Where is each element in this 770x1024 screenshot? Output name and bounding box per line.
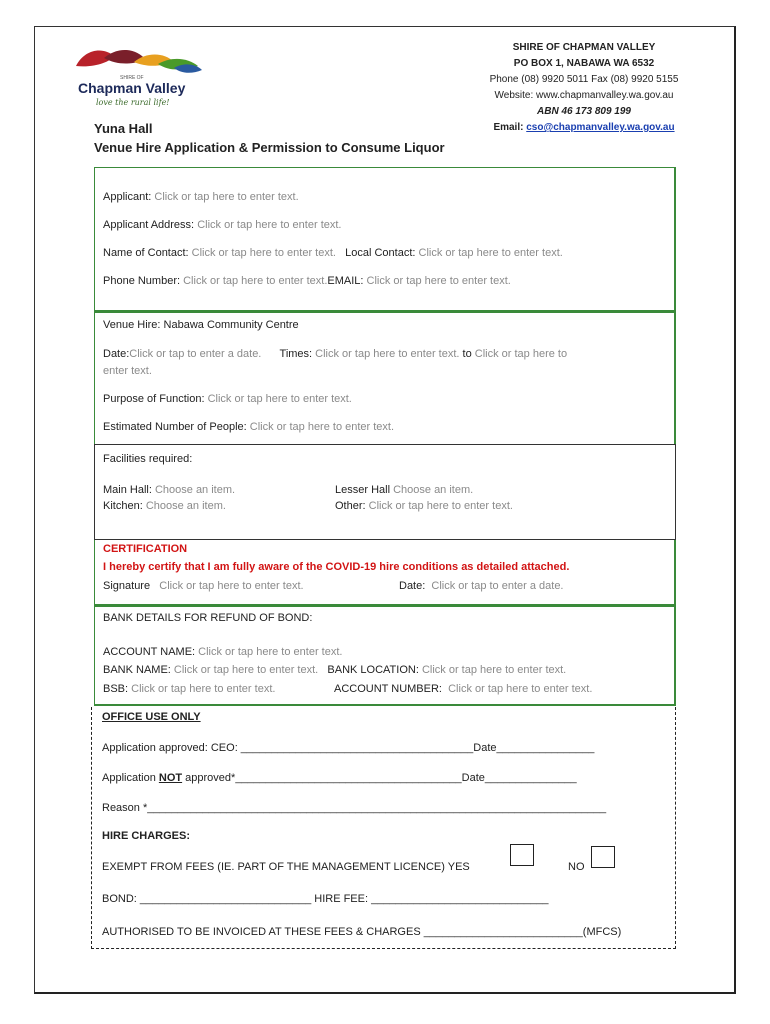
logo-name: Chapman Valley — [78, 80, 186, 96]
form-title: Venue Hire Application & Permission to Consume Liquor — [94, 140, 445, 155]
address-label: Applicant Address: — [103, 219, 195, 231]
bank-location-field[interactable]: Click or tap here to enter text. — [421, 664, 567, 676]
lesser-hall-row — [335, 484, 473, 496]
signature-row — [103, 580, 304, 592]
cert-date-row — [399, 580, 564, 592]
account-number-field[interactable]: Click or tap here to enter text. — [448, 683, 593, 695]
email-link[interactable]: cso@chapmanvalley.wa.gov.au — [526, 122, 675, 133]
times-to-field[interactable]: Click or tap here to — [474, 348, 568, 360]
org-name: SHIRE OF CHAPMAN VALLEY — [512, 42, 656, 53]
applicant-field[interactable]: Click or tap here to enter text. — [154, 191, 299, 203]
account-name-row — [103, 646, 342, 658]
account-number-label: ACCOUNT NUMBER: — [334, 683, 442, 695]
abn: ABN 46 173 809 199 — [537, 106, 631, 117]
date-label: Date: — [103, 348, 130, 360]
applicant-section — [94, 167, 676, 312]
address-block — [454, 40, 714, 136]
hire-charges-heading: HIRE CHARGES: — [102, 830, 191, 842]
lesser-hall-select[interactable]: Choose an item. — [393, 484, 474, 496]
people-row — [103, 421, 394, 433]
purpose-row — [103, 393, 352, 405]
other-field[interactable]: Click or tap here to enter text. — [368, 500, 513, 512]
not-approved-pre: Application — [102, 772, 159, 784]
times-from-field[interactable]: Click or tap here to enter text. — [315, 348, 460, 360]
bsb-label: BSB: — [103, 683, 129, 695]
cert-date-label: Date: — [399, 580, 426, 592]
phone-fax: Phone (08) 9920 5011 Fax (08) 9920 5155 — [489, 74, 679, 85]
signature-label: Signature — [103, 580, 151, 592]
certification-section — [94, 540, 676, 606]
logo-shire-text: SHIRE OF — [120, 75, 144, 81]
main-hall-select[interactable]: Choose an item. — [154, 484, 236, 496]
local-contact-label: Local Contact: — [345, 247, 416, 259]
other-label: Other: — [335, 500, 366, 512]
not-word: NOT — [158, 772, 183, 784]
authorised-line: AUTHORISED TO BE INVOICED AT THESE FEES & CHARGES __________________________(MFCS) — [102, 926, 622, 938]
to-label: to — [462, 348, 472, 360]
not-approved-post: approved*_____________________________________Date_______________ — [182, 772, 577, 784]
no-label: NO — [568, 861, 585, 873]
people-label: Estimated Number of People: — [103, 421, 247, 433]
exempt-no-checkbox[interactable] — [591, 846, 615, 868]
po-box: PO BOX 1, NABAWA WA 6532 — [513, 58, 655, 69]
address-row — [103, 219, 341, 231]
date-times-row — [103, 348, 567, 360]
phone-field[interactable]: Click or tap here to enter text. — [183, 275, 328, 287]
bond-hire-fee-line: BOND: ____________________________ HIRE FEE: _____________________________ — [102, 893, 549, 905]
not-approved-line — [102, 772, 577, 784]
bsb-field[interactable]: Click or tap here to enter text. — [131, 683, 276, 695]
applicant-row — [103, 191, 299, 203]
other-row — [335, 500, 513, 512]
local-contact-field[interactable]: Click or tap here to enter text. — [418, 247, 563, 259]
people-field[interactable]: Click or tap here to enter text. — [249, 421, 395, 433]
bsb-row — [103, 683, 275, 695]
office-use-section — [91, 707, 676, 949]
email-label: Email: — [493, 122, 524, 133]
venue-section — [94, 312, 676, 444]
bank-name-label: BANK NAME: — [103, 664, 171, 676]
approved-line: Application approved: CEO: ______________________________________Date________________ — [102, 742, 595, 754]
account-name-field[interactable]: Click or tap here to enter text. — [198, 646, 343, 658]
certification-heading: CERTIFICATION — [103, 543, 188, 555]
times-to-field-cont[interactable]: enter text. — [103, 365, 152, 377]
address-field[interactable]: Click or tap here to enter text. — [197, 219, 342, 231]
contact-label: Name of Contact: — [103, 247, 189, 259]
account-number-row — [334, 683, 592, 695]
facilities-heading: Facilities required: — [103, 453, 193, 465]
phone-row — [103, 275, 511, 287]
certification-statement: I hereby certify that I am fully aware of the COVID-19 hire conditions as detailed attached. — [103, 561, 570, 573]
main-hall-label: Main Hall: — [103, 484, 152, 496]
bank-name-row — [103, 664, 566, 676]
applicant-email-label: EMAIL: — [327, 275, 364, 287]
logo-tagline: love the rural life! — [96, 98, 170, 107]
applicant-email-field[interactable]: Click or tap here to enter text. — [366, 275, 511, 287]
office-heading: OFFICE USE ONLY — [102, 711, 201, 723]
contact-field[interactable]: Click or tap here to enter text. — [191, 247, 336, 259]
kitchen-select[interactable]: Choose an item. — [145, 500, 226, 512]
venue-title: Yuna Hall — [94, 121, 153, 136]
reason-line: Reason *___________________________________________________________________________ — [102, 802, 607, 814]
kitchen-label: Kitchen: — [103, 500, 143, 512]
date-field[interactable]: Click or tap to enter a date. — [129, 348, 262, 360]
bank-location-label: BANK LOCATION: — [327, 664, 419, 676]
exempt-line: EXEMPT FROM FEES (IE. PART OF THE MANAGEMENT LICENCE) YES — [102, 861, 470, 873]
bank-name-field[interactable]: Click or tap here to enter text. — [173, 664, 319, 676]
website: Website: www.chapmanvalley.wa.gov.au — [494, 90, 674, 101]
contact-row — [103, 247, 563, 259]
facilities-section — [94, 444, 676, 540]
purpose-field[interactable]: Click or tap here to enter text. — [207, 393, 352, 405]
applicant-label: Applicant: — [103, 191, 152, 203]
bank-section — [94, 606, 676, 706]
signature-field[interactable]: Click or tap here to enter text. — [159, 580, 304, 592]
kitchen-row — [103, 500, 226, 512]
purpose-label: Purpose of Function: — [103, 393, 205, 405]
phone-label: Phone Number: — [103, 275, 181, 287]
exempt-yes-checkbox[interactable] — [510, 844, 534, 866]
lesser-hall-label: Lesser Hall — [335, 484, 391, 496]
main-hall-row — [103, 484, 235, 496]
account-name-label: ACCOUNT NAME: — [103, 646, 196, 658]
bank-heading: BANK DETAILS FOR REFUND OF BOND: — [103, 612, 313, 624]
times-label: Times: — [279, 348, 313, 360]
cert-date-field[interactable]: Click or tap to enter a date. — [431, 580, 564, 592]
venue-line: Venue Hire: Nabawa Community Centre — [103, 319, 299, 331]
